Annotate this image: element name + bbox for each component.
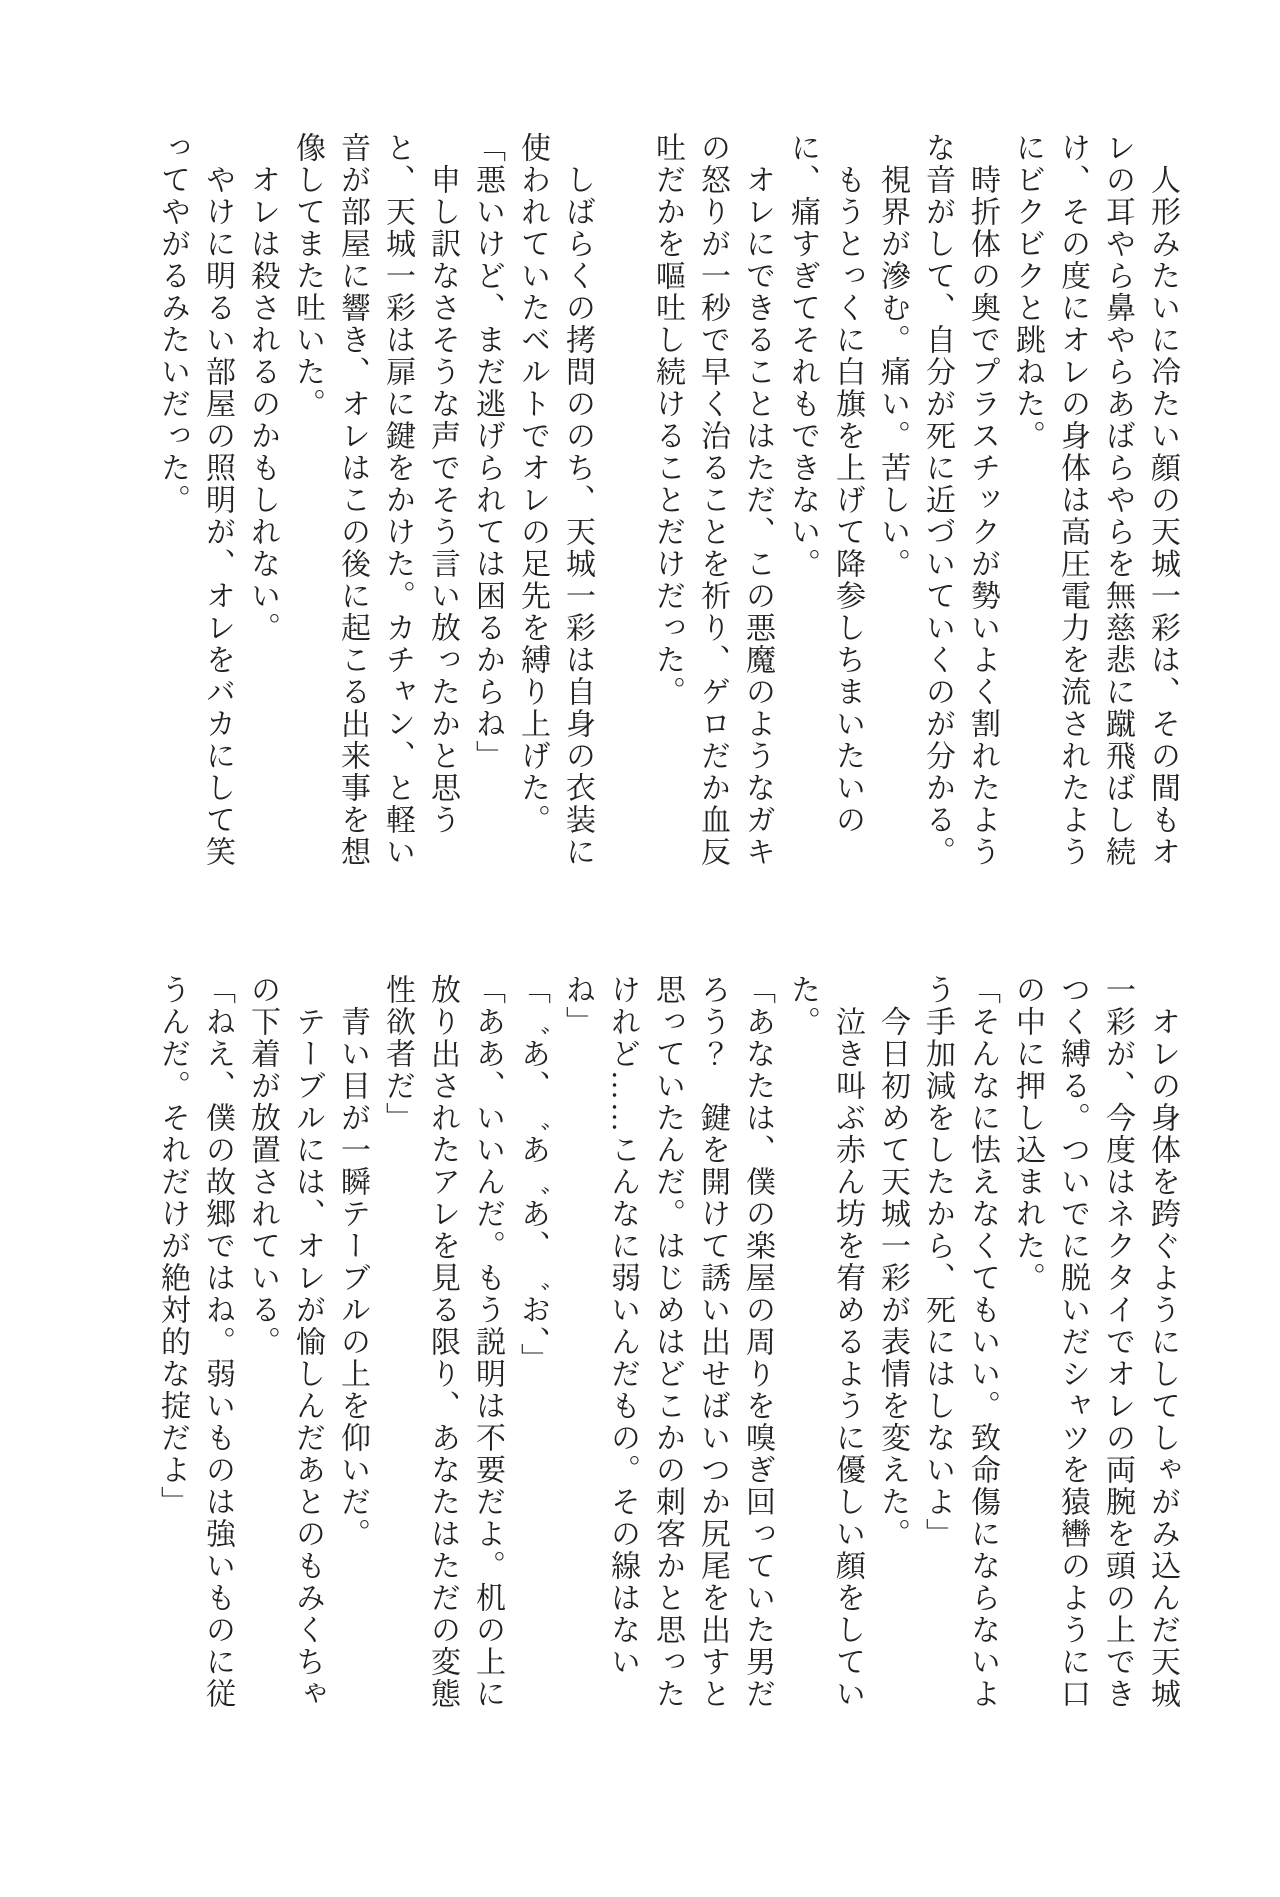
paragraph: やけに明るい部屋の照明が、オレをバカにして笑ってやがるみたいだった。 bbox=[156, 132, 234, 868]
paragraph: 申し訳なさそうな声でそう言い放ったかと思うと、天城一彩は扉に鍵をかけた。カチャン、と軽い音が部屋に響き、オレはこの後に起こる出来事を想像してまた吐いた。 bbox=[291, 132, 459, 868]
paragraph: 「悪いけど、まだ逃げられては困るからね」 bbox=[471, 132, 504, 772]
paragraph: オレの身体を跨ぐようにしてしゃがみ込んだ天城一彩が、今度はネクタイでオレの両腕を頭の上できつく縛る。ついでに脱いだシャツを猿轡のように口の中に押し込まれた。 bbox=[1011, 974, 1179, 1710]
scene-break-blank-line bbox=[600, 132, 645, 884]
paragraph: 人形みたいに冷たい顔の天城一彩は、その間もオレの耳やら鼻やらあばらやらを無慈悲に蹴飛ばし続け、その度にオレの身体は高圧電力を流されたようにビクビクと跳ねた。 bbox=[1011, 132, 1179, 868]
paragraph: 今日初めて天城一彩が表情を変えた。 bbox=[876, 974, 909, 1550]
paragraph: 「ああ、いいんだ。もう説明は不要だよ。机の上に放り出されたアレを見る限り、あなたはただの変態性欲者だ」 bbox=[381, 974, 504, 1710]
paragraph: オレは殺されるのかもしれない。 bbox=[246, 132, 279, 644]
text-section-2 bbox=[145, 974, 1185, 1726]
paragraph: 時折体の奥でプラスチックが勢いよく割れたような音がして、自分が死に近づいていくのが分かる。 bbox=[921, 132, 999, 868]
paragraph: 「゛あ、゛あ゛あ、゛お、」 bbox=[516, 974, 549, 1375]
paragraph: オレにできることはただ、この悪魔のようなガキの怒りが一秒で早く治ることを祈り、ゲロだか血反吐だかを嘔吐し続けることだけだった。 bbox=[651, 132, 774, 868]
paragraph: 「そんなに怯えなくてもいい。致命傷にならないよう手加減をしたから、死にはしないよ」 bbox=[921, 974, 999, 1710]
paragraph: 「ねえ、僕の故郷ではね。弱いものは強いものに従うんだ。それだけが絶対的な掟だよ」 bbox=[156, 974, 234, 1710]
text-section-1 bbox=[145, 132, 1185, 884]
paragraph: 泣き叫ぶ赤ん坊を宥めるように優しい顔をしていた。 bbox=[786, 974, 864, 1710]
paragraph: 視界が滲む。痛い。苦しい。 bbox=[876, 132, 909, 580]
paragraph: しばらくの拷問ののち、天城一彩は自身の衣装に使われていたベルトでオレの足先を縛り上げた。 bbox=[516, 132, 594, 868]
paragraph: テーブルには、オレが愉しんだあとのもみくちゃの下着が放置されている。 bbox=[246, 974, 324, 1710]
paragraph: 青い目が一瞬テーブルの上を仰いだ。 bbox=[336, 974, 369, 1550]
paragraph: もうとっくに白旗を上げて降参しちまいたいのに、痛すぎてそれもできない。 bbox=[786, 132, 864, 836]
paragraph: 「あなたは、僕の楽屋の周りを嗅ぎ回っていた男だろう？ 鍵を開けて誘い出せばいつか尻尾を出すと思っていたんだ。はじめはどこかの刺客かと思ったけれど……こんなに弱いんだもの。その線はないね」 bbox=[561, 974, 774, 1710]
